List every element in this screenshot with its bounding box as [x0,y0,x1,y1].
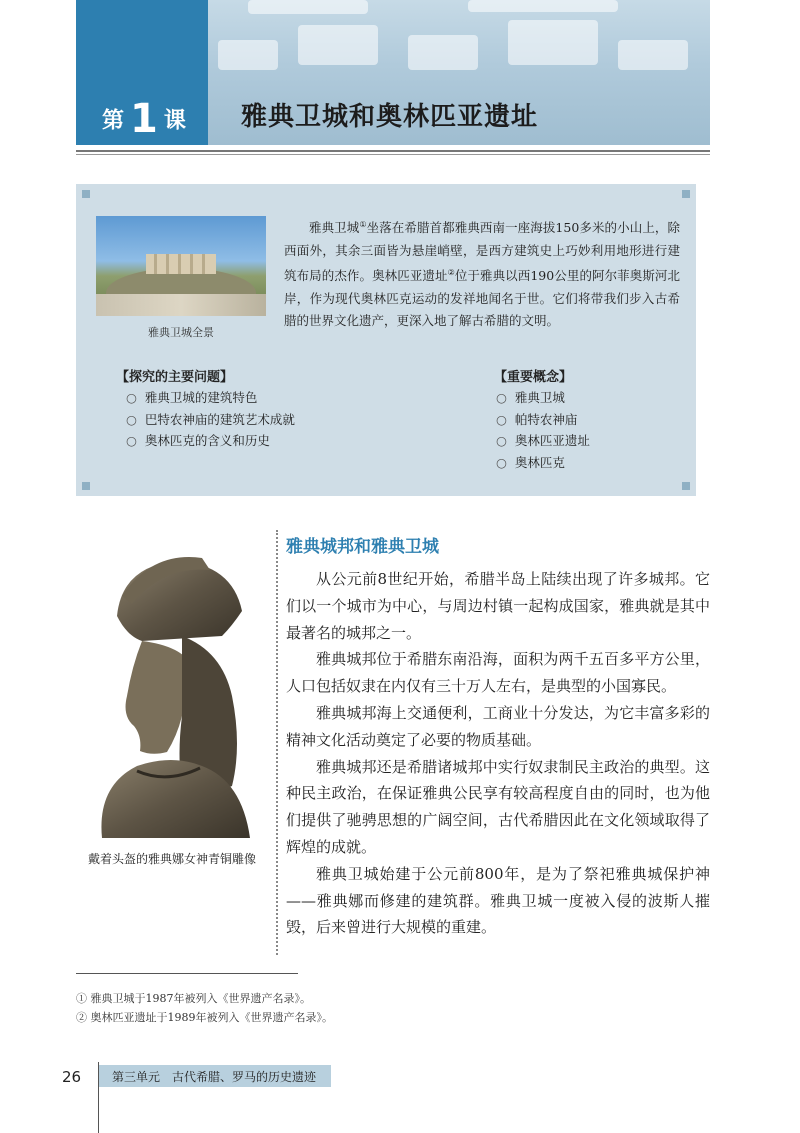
corner-mark [82,190,90,198]
question-item: ○ 奥林匹克的含义和历史 [126,430,295,452]
body-paragraph: 雅典城邦位于希腊东南沿海，面积为两千五百多平方公里，人口包括奴隶在内仅有三十万人左右，是典型的小国寡民。 [286,650,710,696]
unit-title: 第三单元 古代希腊、罗马的历史遗迹 [112,1070,317,1084]
concepts-list [496,387,590,473]
body-paragraph: 雅典城邦海上交通便利，工商业十分发达，为它丰富多彩的精神文化活动奠定了必要的物质基础。 [286,703,710,749]
athena-bust-image [82,556,252,838]
footnote-ref-2[interactable]: ② [447,268,455,278]
lesson-number: 1 [130,96,158,142]
corner-mark [682,190,690,198]
header-rule-thin [76,154,710,155]
corner-mark [82,482,90,490]
lesson-suffix: 课 [163,108,186,134]
lesson-label [102,96,186,142]
header-banner [76,0,710,145]
questions-list [126,387,295,452]
footnote-ref-1[interactable]: ① [359,220,367,229]
intro-paragraph: 雅典卫城①坐落在希腊首都雅典西南一座海拔150多米的小山上，除西面外，其余三面皆为悬崖峭壁，是西方建筑史上巧妙利用地形进行建筑布局的杰作。奥林匹亚遗址②位于雅典以西190公里的阿尔菲奥斯河北岸，作为现代奥林匹克运动的发祥地闻名于世。它们将带我们步入古希腊的世界文化遗产，更深入地了解古希腊的文明。 [284,220,681,329]
corner-mark [682,482,690,490]
concept-item: ○ 雅典卫城 [496,387,590,409]
footnote-2: ② 奥林匹亚遗址于1989年被列入《世界遗产名录》。 [76,1011,333,1024]
body-paragraph: 从公元前8世纪开始，希腊半岛上陆续出现了许多城邦。它们以一个城市为中心，与周边村镇一起构成国家，雅典就是其中最著名的城邦之一。 [286,570,710,642]
lesson-prefix: 第 [102,108,125,134]
main-text [286,566,710,941]
footnote-1: ① 雅典卫城于1987年被列入《世界遗产名录》。 [76,992,311,1005]
figure-caption: 戴着头盔的雅典娜女神青铜雕像 [87,852,256,866]
lesson-title: 雅典卫城和奥林匹亚遗址 [241,102,539,132]
body-paragraph: 雅典卫城始建于公元前800年，是为了祭祀雅典城保护神——雅典娜而修建的建筑群。雅典卫城一度被入侵的波斯人摧毁，后来曾进行大规模的重建。 [286,864,710,937]
concepts-heading: 【重要概念】 [494,370,573,385]
section-title: 雅典城邦和雅典卫城 [286,537,439,557]
concept-item: ○ 奥林匹克 [496,452,590,474]
concept-item: ○ 奥林匹亚遗址 [496,430,590,452]
questions-heading: 【探究的主要问题】 [116,370,234,385]
concept-item: ○ 帕特农神庙 [496,409,590,431]
intro-box [76,184,696,496]
question-item: ○ 雅典卫城的建筑特色 [126,387,295,409]
footnote-rule [76,973,298,974]
acropolis-photo [96,216,266,316]
header-rule [76,150,710,152]
question-item: ○ 巴特农神庙的建筑艺术成就 [126,409,295,431]
body-paragraph: 雅典城邦还是希腊诸城邦中实行奴隶制民主政治的典型。这种民主政治，在保证雅典公民享有较高程度自由的同时，也为他们提供了驰骋思想的广阔空间，古代希腊因此在文化领域取得了辉煌的成就。 [286,757,710,856]
photo-caption: 雅典卫城全景 [148,326,214,339]
page-number: 26 [62,1068,82,1086]
dotted-divider [276,530,278,955]
